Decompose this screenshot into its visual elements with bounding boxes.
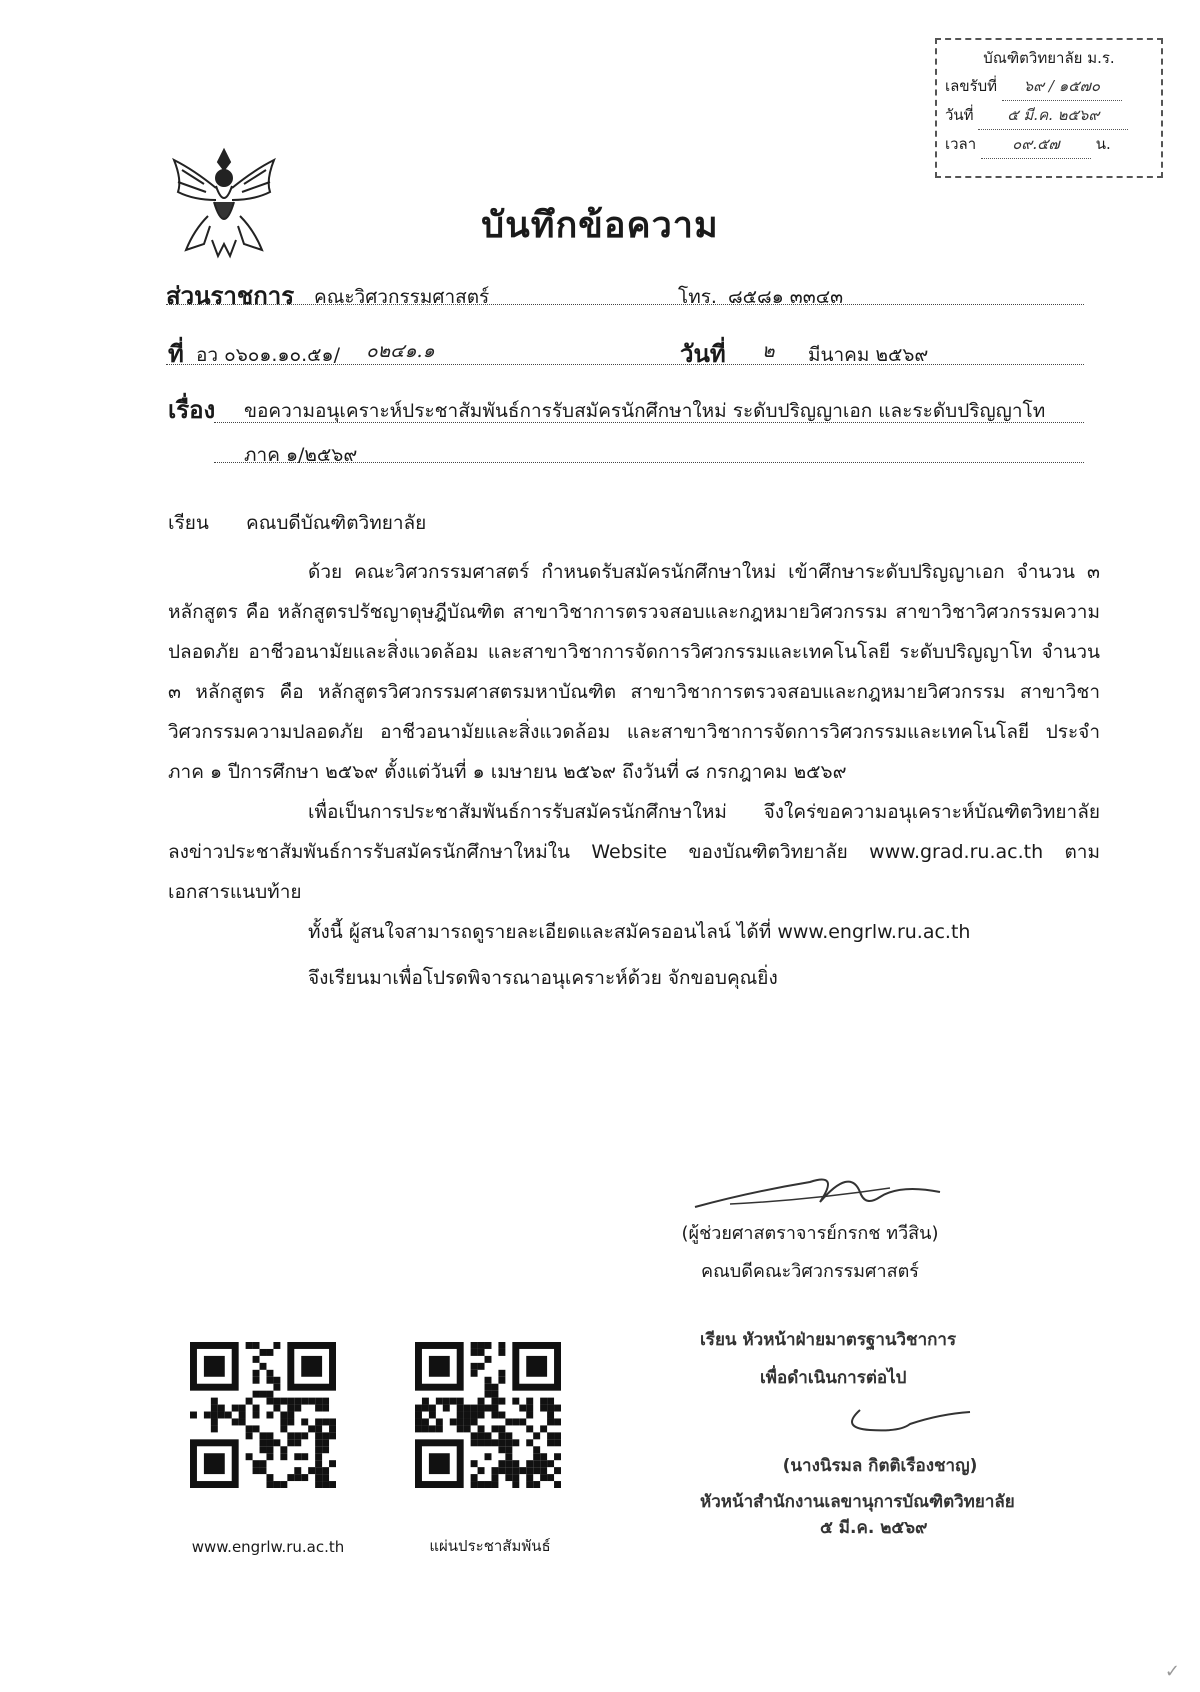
dean-position: คณบดีคณะวิศวกรรมศาสตร์ — [701, 1261, 919, 1282]
ref-value: อว ๐๖๐๑.๑๐.๕๑/ — [196, 344, 341, 366]
note-name: (นางนิรมล กิตติเรืองชาญ) — [782, 1456, 978, 1476]
dean-name: (ผู้ช่วยศาสตราจารย์กรกช ทวีสิน) — [681, 1223, 939, 1244]
ref-handwritten: ๐๒๔๑.๑ — [366, 340, 435, 362]
stamp-date-label: วันที่ — [945, 106, 974, 124]
stamp-title: บัณฑิตวิทยาลัย ม.ร. — [983, 49, 1115, 67]
salutation-label: เรียน — [168, 512, 209, 534]
stamp-date-row — [945, 101, 1153, 130]
agency-value: คณะวิศวกรรมศาสตร์ — [314, 286, 490, 308]
qr-label-engrlw: www.engrlw.ru.ac.th — [191, 1538, 345, 1556]
stamp-receipt-row — [945, 72, 1153, 101]
body-paragraph-3: ทั้งนี้ ผู้สนใจสามารถดูรายละเอียดและสมัครออนไลน์ ได้ที่ www.engrlw.ru.ac.th — [308, 921, 971, 943]
note-date: ๕ มี.ค. ๒๕๖๙ — [820, 1518, 928, 1538]
body-paragraph-4: จึงเรียนมาเพื่อโปรดพิจารณาอนุเคราะห์ด้วย จักขอบคุณยิ่ง — [308, 967, 778, 989]
document-title: บันทึกข้อความ — [481, 205, 719, 246]
subject-label: เรื่อง — [168, 396, 216, 424]
date-label: วันที่ — [680, 340, 726, 368]
note-position: หัวหน้าสำนักงานเลขานุการบัณฑิตวิทยาลัย — [700, 1492, 1015, 1512]
agency-label: ส่วนราชการ — [166, 282, 295, 310]
subject-text-2: ภาค ๑/๒๕๖๙ — [244, 444, 358, 466]
agency-row — [166, 272, 1084, 305]
date-month-year: มีนาคม ๒๕๖๙ — [808, 344, 929, 366]
body-paragraph-2: เพื่อเป็นการประชาสัมพันธ์การรับสมัครนักศึกษาใหม่ จึงใคร่ขอความอนุเคราะห์บัณฑิตวิทยาลัย ลงข่าวประชาสัมพันธ์การรับสมัครนักศึกษาใหม่ใน Website ของบัณฑิตวิทยาลัย www.grad.ru.ac.th ตามเอกสารแนบท้าย — [168, 801, 1100, 903]
stamp-date-value: ๕ มี.ค. ๒๕๖๙ — [978, 101, 1128, 130]
date-day: ๒ — [762, 340, 775, 362]
phone-value: ๘๕๘๑ ๓๓๔๓ — [728, 286, 844, 308]
salutation-to: คณบดีบัณฑิตวิทยาลัย — [246, 512, 427, 534]
stamp-time-row — [945, 130, 1153, 159]
body-paragraph-1: ด้วย คณะวิศวกรรมศาสตร์ กำหนดรับสมัครนักศึกษาใหม่ เข้าศึกษาระดับปริญญาเอก จำนวน ๓ หลักสูตร คือ หลักสูตรปรัชญาดุษฎีบัณฑิต สาขาวิชาการตรวจสอบและกฎหมายวิศวกรรม สาขาวิชาวิศวกรรมความปลอดภัย อาชีวอนามัยและสิ่งแวดล้อม และสาขาวิชาการจัดการวิศวกรรมและเทคโนโลยี ระดับปริญญาโท จำนวน ๓ หลักสูตร คือ หลักสูตรวิศวกรรมศาสตรมหาบัณฑิต สาขาวิชาการตรวจสอบและกฎหมายวิศวกรรม สาขาวิชาวิศวกรรมความปลอดภัย อาชีวอนามัยและสิ่งแวดล้อม และสาขาวิชาการจัดการวิศวกรรมและเทคโนโลยี ประจำภาค ๑ ปีการศึกษา ๒๕๖๙ ตั้งแต่วันที่ ๑ เมษายน ๒๕๖๙ ถึงวันที่ ๘ กรกฎาคม ๒๕๖๙ — [168, 561, 1100, 783]
stamp-time-value: ๐๙.๕๗ — [981, 130, 1091, 159]
subject-text-1: ขอความอนุเคราะห์ประชาสัมพันธ์การรับสมัครนักศึกษาใหม่ ระดับปริญญาเอก และระดับปริญญาโท — [244, 400, 1046, 422]
qr-label-flyer: แผ่นประชาสัมพันธ์ — [429, 1537, 551, 1555]
note-line-2: เพื่อดำเนินการต่อไป — [760, 1368, 907, 1388]
secretary-signature-icon — [840, 1400, 980, 1444]
receipt-stamp — [935, 38, 1163, 178]
ref-label: ที่ — [168, 340, 184, 368]
check-mark-icon: ✓ — [1164, 1661, 1180, 1682]
memo-body — [168, 552, 1100, 998]
qr-code-engrlw[interactable] — [190, 1342, 336, 1488]
stamp-time-suffix: น. — [1095, 135, 1111, 153]
stamp-receipt-value: ๖๙ / ๑๕๗๐ — [1002, 72, 1122, 101]
note-line-1: เรียน หัวหน้าฝ่ายมาตรฐานวิชาการ — [700, 1330, 957, 1350]
phone-label: โทร. — [678, 286, 717, 308]
dean-signature-icon — [690, 1162, 950, 1222]
stamp-time-label: เวลา — [945, 135, 977, 153]
stamp-receipt-label: เลขรับที่ — [945, 77, 998, 95]
qr-code-flyer[interactable] — [415, 1342, 561, 1488]
